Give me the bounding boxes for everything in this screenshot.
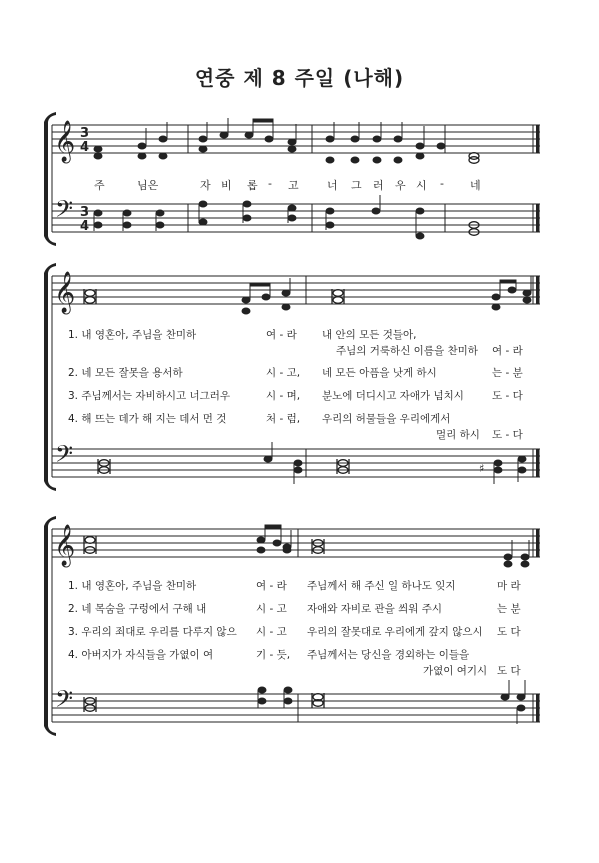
treble-clef-icon: 𝄞 [54, 525, 76, 566]
verse-4-text-c1: 주님께서는 당신을 경외하는 이들을 [307, 649, 470, 661]
verse-1-text-a: 1. 내 영혼아, 주님을 찬미하 [68, 580, 197, 592]
verse-4-text-c1: 우리의 허물들을 우리에게서 [322, 413, 451, 425]
verse-4-text-b: 처 - 럼, [266, 413, 301, 425]
lyric-syllable: 롭 [247, 179, 258, 192]
verse-1-text-b: 여 - 라 [256, 580, 287, 592]
lyric-syllable: 네 [470, 179, 481, 192]
lyric-syllable: 고 [288, 179, 299, 192]
verse-3-text-d: 도 다 [497, 626, 521, 638]
verse-2-text-c1: 네 모든 아픔을 낫게 하시 [322, 367, 437, 379]
verse-4-text-b: 기 - 듯, [256, 649, 291, 661]
page-title: 연중 제 8 주일 (나해) [194, 66, 405, 90]
verse-2-text-d: 는 분 [497, 603, 521, 615]
time-sig-bottom: 4 [80, 219, 90, 234]
lyric-syllable: 러 [373, 179, 384, 192]
time-sig-top: 3 [80, 126, 90, 141]
verse-2-text-a: 2. 네 목숨을 구렁에서 구해 내 [68, 603, 207, 615]
verse-3-text-b: 시 - 며, [266, 390, 301, 402]
treble-clef-icon: 𝄞 [54, 272, 76, 313]
psalm-notes [242, 276, 531, 484]
svg-text:♯: ♯ [479, 462, 485, 475]
lyric-syllable: 시 [416, 179, 427, 192]
verse-4-text-d: 도 다 [497, 665, 521, 677]
lyric-syllable: 비 [221, 179, 232, 192]
verse-4-text-a: 4. 해 뜨는 데가 해 지는 데서 먼 것 [68, 413, 227, 425]
verse-4-text-c2: 가엾이 여기시 [423, 665, 488, 677]
verse-2-text-c1: 자애와 자비로 관을 씌워 주시 [307, 603, 443, 615]
verse-1-text-c2: 주님의 거룩하신 이름을 찬미하 [336, 345, 478, 357]
verse-3-text-c1: 분노에 더디시고 자애가 넘치시 [322, 390, 464, 402]
treble-clef-icon: 𝄞 [54, 121, 76, 162]
verse-3-text-a: 3. 주님께서는 자비하시고 너그러우 [68, 390, 231, 402]
verse-3-text-b: 시 - 고 [256, 626, 287, 638]
time-sig-top: 3 [80, 205, 90, 220]
lyric-syllable: 자 [200, 179, 211, 192]
verse-3-text-d: 도 - 다 [492, 390, 523, 402]
verse-1-text-d: 마 라 [497, 580, 521, 592]
verse-1-text-c1: 내 안의 모든 것들아, [322, 329, 417, 341]
verse-2-text-d: 는 - 분 [492, 367, 523, 379]
lyric-syllable: 주 [94, 179, 105, 192]
bass-clef-icon: 𝄢 [55, 195, 74, 228]
final-barlines [536, 125, 540, 722]
verse-1-text-c1: 주님께서 해 주신 일 하나도 잊지 [307, 580, 456, 592]
verse-1-text-d: 여 - 라 [492, 345, 523, 357]
sharp-icon [479, 462, 484, 475]
verse-2-text-b: 시 - 고 [256, 603, 287, 615]
lyric-syllable: - [440, 177, 444, 190]
lyric-syllable: 우 [395, 179, 406, 192]
refrain-whole-notes [469, 153, 479, 164]
lyric-syllable: - [268, 177, 272, 190]
time-signatures [80, 126, 89, 234]
psalm-breve-notes [84, 289, 349, 474]
bass-clef-icon: 𝄢 [55, 685, 74, 718]
lyric-syllable: 그 [351, 179, 362, 192]
verse-3-text-a: 3. 우리의 죄대로 우리를 다루지 않으 [68, 626, 237, 638]
lyric-syllable: 너 [327, 179, 338, 192]
refrain-bass-whole-notes [469, 222, 479, 236]
verse-1-text-b: 여 - 라 [266, 329, 297, 341]
bass-clef-icon: 𝄢 [55, 440, 74, 473]
verse-1-text-a: 1. 내 영혼아, 주님을 찬미하 [68, 329, 197, 341]
verse-4-text-a: 4. 아버지가 자식들을 가엾이 여 [68, 649, 214, 661]
verse-2-text-a: 2. 네 모든 잘못을 용서하 [68, 367, 183, 379]
time-sig-bottom: 4 [80, 140, 90, 155]
lyric-syllable: 님은 [137, 179, 159, 192]
verse-3-text-c1: 우리의 잘못대로 우리에게 갚지 않으시 [307, 626, 483, 638]
verse-4-text-c2: 멀리 하시 [436, 429, 480, 441]
verse-2-text-b: 시 - 고, [266, 367, 301, 379]
verse-4-text-d: 도 - 다 [492, 429, 523, 441]
